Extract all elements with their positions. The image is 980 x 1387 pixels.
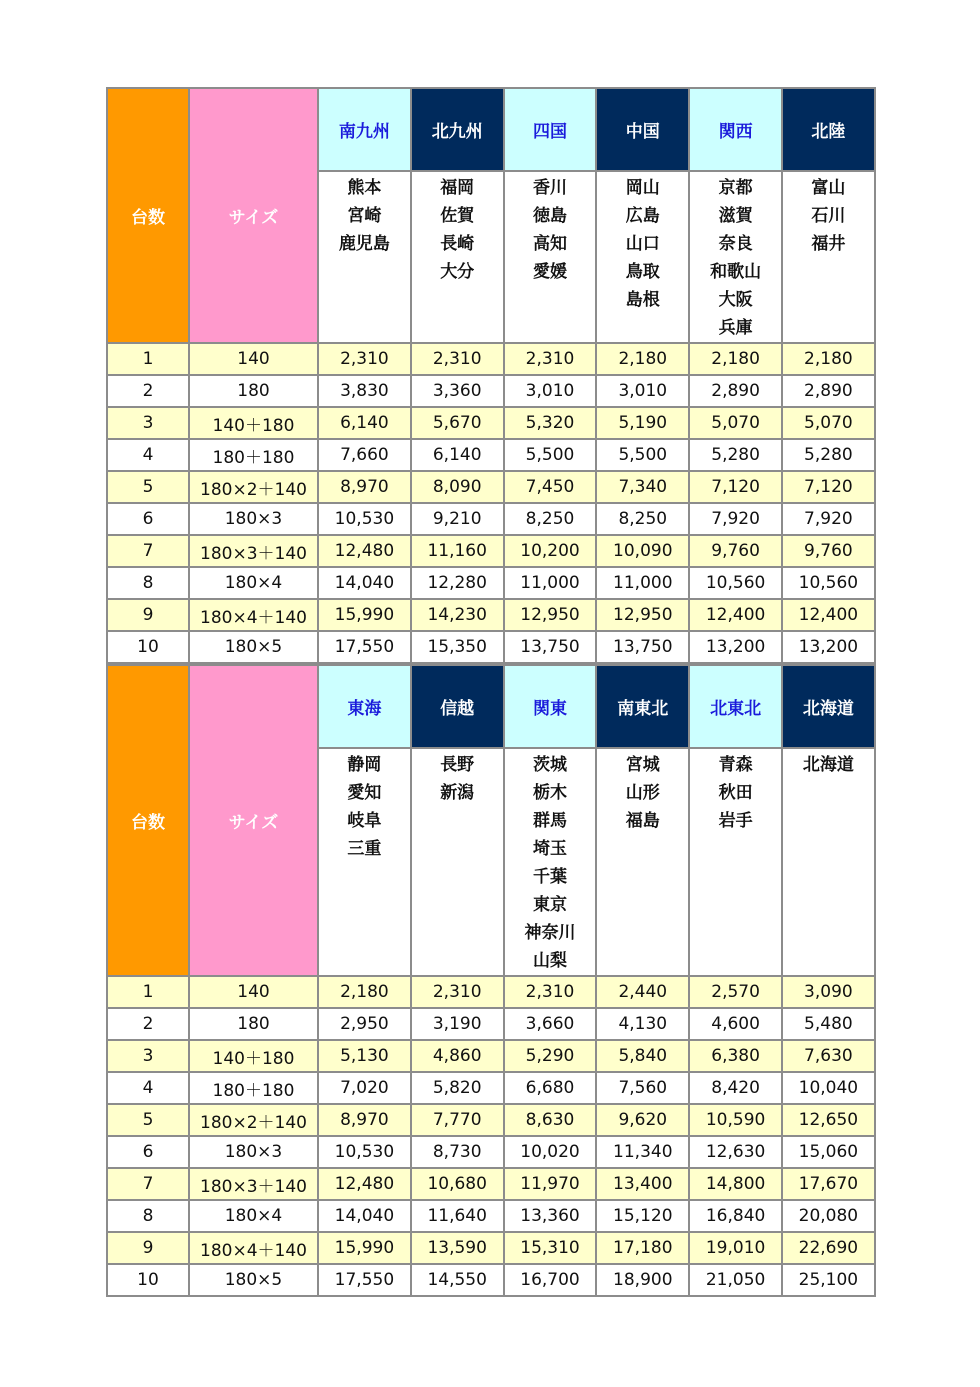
size-cell: 180×3 <box>189 1136 318 1168</box>
price-cell: 14,800 <box>689 1168 782 1200</box>
qty-cell: 2 <box>107 375 189 407</box>
prefecture-name: 栃木 <box>532 783 567 803</box>
prefecture-list <box>318 171 411 343</box>
qty-cell: 7 <box>107 1168 189 1200</box>
prefecture-name: 大阪 <box>718 290 753 310</box>
price-cell: 4,600 <box>689 1008 782 1040</box>
table-row <box>107 1168 875 1200</box>
price-cell: 6,140 <box>318 407 411 439</box>
price-cell: 12,400 <box>689 599 782 631</box>
section-body <box>107 88 875 663</box>
region-header: 北陸 <box>782 88 875 171</box>
qty-cell: 4 <box>107 1072 189 1104</box>
price-cell: 11,970 <box>504 1168 597 1200</box>
region-header: 関東 <box>504 665 597 748</box>
prefecture-list <box>318 748 411 976</box>
price-cell: 21,050 <box>689 1264 782 1296</box>
prefecture-name: 兵庫 <box>718 318 753 338</box>
prefecture-list <box>689 748 782 976</box>
prefecture-name: 奈良 <box>718 234 753 254</box>
price-cell: 9,620 <box>596 1104 689 1136</box>
rate-table-section-1 <box>106 87 876 664</box>
price-cell: 2,570 <box>689 976 782 1008</box>
table-row <box>107 471 875 503</box>
price-cell: 22,690 <box>782 1232 875 1264</box>
price-cell: 14,550 <box>411 1264 504 1296</box>
size-header: サイズ <box>189 665 318 976</box>
price-cell: 13,400 <box>596 1168 689 1200</box>
qty-cell: 2 <box>107 1008 189 1040</box>
size-cell: 180×3＋140 <box>189 1168 318 1200</box>
size-cell: 180×3＋140 <box>189 535 318 567</box>
qty-cell: 10 <box>107 631 189 663</box>
prefecture-name: 佐賀 <box>440 206 475 226</box>
price-cell: 12,630 <box>689 1136 782 1168</box>
price-cell: 13,360 <box>504 1200 597 1232</box>
price-cell: 5,280 <box>689 439 782 471</box>
prefecture-name: 愛媛 <box>532 262 567 282</box>
prefecture-list <box>689 171 782 343</box>
prefecture-name: 鹿児島 <box>338 234 390 254</box>
size-header: サイズ <box>189 88 318 343</box>
prefecture-name: 島根 <box>625 290 660 310</box>
table-row <box>107 976 875 1008</box>
prefecture-name: 愛知 <box>347 783 382 803</box>
table-row <box>107 1008 875 1040</box>
price-cell: 5,070 <box>689 407 782 439</box>
price-cell: 15,120 <box>596 1200 689 1232</box>
region-header: 南東北 <box>596 665 689 748</box>
price-cell: 18,900 <box>596 1264 689 1296</box>
price-cell: 12,650 <box>782 1104 875 1136</box>
price-cell: 17,670 <box>782 1168 875 1200</box>
prefecture-name: 静岡 <box>347 755 382 775</box>
price-cell: 2,310 <box>318 343 411 375</box>
prefecture-name: 福岡 <box>440 178 475 198</box>
price-cell: 6,380 <box>689 1040 782 1072</box>
prefecture-name: 秋田 <box>718 783 753 803</box>
price-cell: 9,210 <box>411 503 504 535</box>
prefecture-list <box>782 171 875 343</box>
price-cell: 7,450 <box>504 471 597 503</box>
size-cell: 180 <box>189 375 318 407</box>
region-header: 四国 <box>504 88 597 171</box>
price-cell: 7,120 <box>782 471 875 503</box>
size-cell: 180×4 <box>189 1200 318 1232</box>
price-cell: 17,180 <box>596 1232 689 1264</box>
prefecture-list <box>411 171 504 343</box>
price-cell: 10,560 <box>689 567 782 599</box>
prefecture-name: 岐阜 <box>347 811 382 831</box>
region-header: 南九州 <box>318 88 411 171</box>
price-cell: 2,180 <box>596 343 689 375</box>
prefecture-name: 京都 <box>718 178 753 198</box>
price-cell: 3,190 <box>411 1008 504 1040</box>
price-cell: 2,180 <box>689 343 782 375</box>
size-cell: 140＋180 <box>189 1040 318 1072</box>
size-cell: 180×2＋140 <box>189 471 318 503</box>
prefecture-name: 東京 <box>532 895 567 915</box>
prefecture-list <box>596 748 689 976</box>
size-cell: 180×5 <box>189 1264 318 1296</box>
price-cell: 7,770 <box>411 1104 504 1136</box>
section-body <box>107 665 875 1296</box>
table-row <box>107 407 875 439</box>
qty-cell: 5 <box>107 471 189 503</box>
region-header: 東海 <box>318 665 411 748</box>
table-row <box>107 503 875 535</box>
price-cell: 7,020 <box>318 1072 411 1104</box>
price-cell: 7,660 <box>318 439 411 471</box>
price-cell: 17,550 <box>318 1264 411 1296</box>
qty-cell: 1 <box>107 343 189 375</box>
price-cell: 12,950 <box>596 599 689 631</box>
price-cell: 8,970 <box>318 1104 411 1136</box>
prefecture-name: 千葉 <box>532 867 567 887</box>
size-cell: 180×5 <box>189 631 318 663</box>
table-row <box>107 535 875 567</box>
price-cell: 8,630 <box>504 1104 597 1136</box>
price-cell: 10,530 <box>318 1136 411 1168</box>
table-row <box>107 1104 875 1136</box>
price-cell: 7,340 <box>596 471 689 503</box>
prefecture-name: 大分 <box>440 262 475 282</box>
price-cell: 6,140 <box>411 439 504 471</box>
qty-cell: 6 <box>107 503 189 535</box>
size-cell: 180＋180 <box>189 439 318 471</box>
price-cell: 10,090 <box>596 535 689 567</box>
qty-cell: 8 <box>107 1200 189 1232</box>
price-cell: 5,190 <box>596 407 689 439</box>
qty-cell: 5 <box>107 1104 189 1136</box>
price-cell: 15,060 <box>782 1136 875 1168</box>
qty-cell: 7 <box>107 535 189 567</box>
table-row <box>107 439 875 471</box>
prefecture-name: 三重 <box>347 839 382 859</box>
prefecture-name: 福島 <box>625 811 660 831</box>
table-row <box>107 631 875 663</box>
price-cell: 7,920 <box>782 503 875 535</box>
prefecture-name: 広島 <box>625 206 660 226</box>
qty-cell: 9 <box>107 599 189 631</box>
size-cell: 180＋180 <box>189 1072 318 1104</box>
price-cell: 5,840 <box>596 1040 689 1072</box>
prefecture-name: 山形 <box>625 783 660 803</box>
qty-cell: 8 <box>107 567 189 599</box>
price-cell: 15,310 <box>504 1232 597 1264</box>
table-row <box>107 375 875 407</box>
price-cell: 25,100 <box>782 1264 875 1296</box>
prefecture-list <box>782 748 875 976</box>
price-cell: 11,000 <box>504 567 597 599</box>
qty-cell: 3 <box>107 1040 189 1072</box>
price-cell: 13,750 <box>596 631 689 663</box>
price-cell: 3,830 <box>318 375 411 407</box>
price-cell: 12,480 <box>318 535 411 567</box>
prefecture-name: 長崎 <box>440 234 475 254</box>
qty-cell: 9 <box>107 1232 189 1264</box>
price-cell: 2,890 <box>782 375 875 407</box>
prefecture-name: 神奈川 <box>524 923 576 943</box>
region-header: 関西 <box>689 88 782 171</box>
qty-cell: 4 <box>107 439 189 471</box>
region-header: 信越 <box>411 665 504 748</box>
prefecture-name: 北海道 <box>802 755 854 775</box>
prefecture-name: 宮城 <box>625 755 660 775</box>
price-cell: 15,990 <box>318 1232 411 1264</box>
price-cell: 11,340 <box>596 1136 689 1168</box>
table-row <box>107 1040 875 1072</box>
region-header: 北東北 <box>689 665 782 748</box>
size-cell: 180×4＋140 <box>189 599 318 631</box>
prefecture-list <box>504 171 597 343</box>
price-cell: 15,350 <box>411 631 504 663</box>
prefecture-list <box>504 748 597 976</box>
price-cell: 2,180 <box>318 976 411 1008</box>
prefecture-name: 富山 <box>811 178 846 198</box>
prefecture-name: 石川 <box>811 206 846 226</box>
price-cell: 14,230 <box>411 599 504 631</box>
price-cell: 5,290 <box>504 1040 597 1072</box>
price-cell: 9,760 <box>782 535 875 567</box>
price-cell: 8,250 <box>504 503 597 535</box>
price-cell: 4,130 <box>596 1008 689 1040</box>
prefecture-name: 長野 <box>440 755 475 775</box>
size-cell: 180 <box>189 1008 318 1040</box>
price-cell: 9,760 <box>689 535 782 567</box>
prefecture-list <box>596 171 689 343</box>
price-cell: 2,310 <box>504 976 597 1008</box>
prefecture-name: 高知 <box>532 234 567 254</box>
price-cell: 15,990 <box>318 599 411 631</box>
price-cell: 3,360 <box>411 375 504 407</box>
price-cell: 3,010 <box>596 375 689 407</box>
table-row <box>107 1136 875 1168</box>
price-cell: 2,180 <box>782 343 875 375</box>
table-row <box>107 599 875 631</box>
price-cell: 12,480 <box>318 1168 411 1200</box>
price-cell: 5,070 <box>782 407 875 439</box>
qty-header: 台数 <box>107 665 189 976</box>
prefecture-name: 鳥取 <box>625 262 660 282</box>
prefecture-name: 埼玉 <box>532 839 567 859</box>
table-row <box>107 1264 875 1296</box>
price-cell: 7,920 <box>689 503 782 535</box>
prefecture-name: 香川 <box>532 178 567 198</box>
size-cell: 180×4＋140 <box>189 1232 318 1264</box>
price-cell: 7,120 <box>689 471 782 503</box>
table-row <box>107 1072 875 1104</box>
price-cell: 10,680 <box>411 1168 504 1200</box>
size-cell: 180×3 <box>189 503 318 535</box>
prefecture-name: 青森 <box>718 755 753 775</box>
price-cell: 2,310 <box>411 343 504 375</box>
qty-cell: 3 <box>107 407 189 439</box>
price-cell: 16,700 <box>504 1264 597 1296</box>
table-row <box>107 1232 875 1264</box>
price-cell: 8,730 <box>411 1136 504 1168</box>
table-row <box>107 343 875 375</box>
price-cell: 12,950 <box>504 599 597 631</box>
price-cell: 13,750 <box>504 631 597 663</box>
price-cell: 5,670 <box>411 407 504 439</box>
region-header: 北海道 <box>782 665 875 748</box>
price-cell: 5,130 <box>318 1040 411 1072</box>
table-row <box>107 567 875 599</box>
price-cell: 2,890 <box>689 375 782 407</box>
price-cell: 2,440 <box>596 976 689 1008</box>
qty-cell: 10 <box>107 1264 189 1296</box>
price-cell: 6,680 <box>504 1072 597 1104</box>
price-cell: 2,310 <box>411 976 504 1008</box>
qty-cell: 6 <box>107 1136 189 1168</box>
price-cell: 13,200 <box>782 631 875 663</box>
size-cell: 180×2＋140 <box>189 1104 318 1136</box>
price-cell: 2,310 <box>504 343 597 375</box>
price-cell: 11,000 <box>596 567 689 599</box>
prefecture-name: 滋賀 <box>718 206 753 226</box>
prefecture-name: 岡山 <box>625 178 660 198</box>
price-cell: 2,950 <box>318 1008 411 1040</box>
price-cell: 5,500 <box>504 439 597 471</box>
table-row <box>107 1200 875 1232</box>
price-cell: 20,080 <box>782 1200 875 1232</box>
price-cell: 8,250 <box>596 503 689 535</box>
prefecture-name: 和歌山 <box>710 262 762 282</box>
price-cell: 12,400 <box>782 599 875 631</box>
price-cell: 7,560 <box>596 1072 689 1104</box>
price-cell: 11,640 <box>411 1200 504 1232</box>
price-cell: 10,200 <box>504 535 597 567</box>
price-cell: 5,820 <box>411 1072 504 1104</box>
price-cell: 5,500 <box>596 439 689 471</box>
price-cell: 14,040 <box>318 567 411 599</box>
qty-cell: 1 <box>107 976 189 1008</box>
price-cell: 8,970 <box>318 471 411 503</box>
price-cell: 11,160 <box>411 535 504 567</box>
prefecture-name: 熊本 <box>347 178 382 198</box>
price-cell: 4,860 <box>411 1040 504 1072</box>
size-cell: 180×4 <box>189 567 318 599</box>
price-cell: 5,320 <box>504 407 597 439</box>
price-cell: 10,040 <box>782 1072 875 1104</box>
region-header: 中国 <box>596 88 689 171</box>
price-cell: 13,590 <box>411 1232 504 1264</box>
price-cell: 19,010 <box>689 1232 782 1264</box>
price-cell: 7,630 <box>782 1040 875 1072</box>
prefecture-name: 宮崎 <box>347 206 382 226</box>
prefecture-name: 福井 <box>811 234 846 254</box>
price-cell: 10,560 <box>782 567 875 599</box>
prefecture-name: 山梨 <box>532 951 567 971</box>
rate-table-section-2 <box>106 664 876 1297</box>
prefecture-name: 徳島 <box>532 206 567 226</box>
prefecture-name: 山口 <box>625 234 660 254</box>
price-cell: 10,590 <box>689 1104 782 1136</box>
price-cell: 5,480 <box>782 1008 875 1040</box>
prefecture-name: 岩手 <box>718 811 753 831</box>
prefecture-name: 新潟 <box>440 783 475 803</box>
price-cell: 16,840 <box>689 1200 782 1232</box>
price-cell: 10,530 <box>318 503 411 535</box>
price-cell: 3,660 <box>504 1008 597 1040</box>
price-cell: 17,550 <box>318 631 411 663</box>
price-cell: 5,280 <box>782 439 875 471</box>
price-cell: 8,420 <box>689 1072 782 1104</box>
price-cell: 10,020 <box>504 1136 597 1168</box>
price-cell: 14,040 <box>318 1200 411 1232</box>
prefecture-list <box>411 748 504 976</box>
price-cell: 13,200 <box>689 631 782 663</box>
qty-header: 台数 <box>107 88 189 343</box>
price-cell: 3,090 <box>782 976 875 1008</box>
size-cell: 140 <box>189 976 318 1008</box>
price-cell: 8,090 <box>411 471 504 503</box>
price-cell: 12,280 <box>411 567 504 599</box>
size-cell: 140 <box>189 343 318 375</box>
size-cell: 140＋180 <box>189 407 318 439</box>
region-header: 北九州 <box>411 88 504 171</box>
price-cell: 3,010 <box>504 375 597 407</box>
prefecture-name: 群馬 <box>532 811 567 831</box>
prefecture-name: 茨城 <box>532 755 567 775</box>
